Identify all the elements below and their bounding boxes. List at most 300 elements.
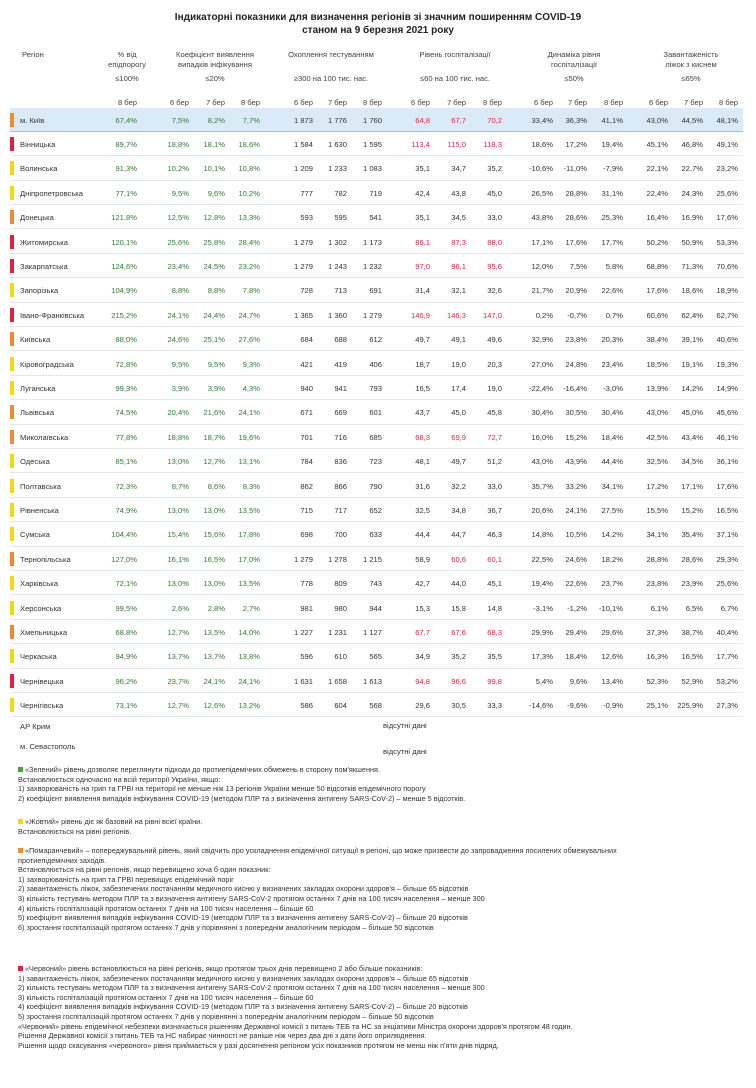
epi-threshold-cell: 89,7%	[115, 139, 137, 149]
hospitalization-dynamics-cell: -14,6%	[528, 701, 553, 711]
date-header: 6 бер	[169, 98, 189, 107]
hospitalization-cell: 64,8	[415, 115, 430, 125]
table-row	[10, 303, 743, 327]
testing-coverage-cell: 790	[369, 481, 382, 491]
hospitalization-cell: 44,7	[451, 530, 466, 540]
epi-threshold-cell: 96,2%	[115, 676, 137, 686]
legend-line: «Помаранчевий» – попереджувальний рівень, який свідчить про ускладнення епідемічної ситуації в регіоні, що може призвести до запровадження посилених обмежувальних	[18, 846, 738, 856]
hospitalization-dynamics-cell: -22,4%	[528, 383, 553, 393]
oxygen-beds-cell: 52,9%	[681, 676, 703, 686]
table-row	[10, 669, 743, 693]
hospitalization-dynamics-cell: 18,6%	[531, 139, 553, 149]
oxygen-beds-cell: 17,6%	[716, 481, 738, 491]
epi-threshold-cell: 104,9%	[111, 286, 137, 296]
table-row	[10, 693, 743, 717]
hospitalization-dynamics-cell: 7,5%	[569, 261, 587, 271]
detection-rate-cell: 2,6%	[171, 603, 189, 613]
hospitalization-cell: 15,3	[415, 603, 430, 613]
hospitalization-cell: 20,3	[487, 359, 502, 369]
hospitalization-dynamics-cell: 25,3%	[601, 213, 623, 223]
oxygen-beds-cell: 6,5%	[685, 603, 703, 613]
hospitalization-cell: 42,7	[415, 579, 430, 589]
hospitalization-dynamics-cell: 22,6%	[601, 286, 623, 296]
oxygen-beds-cell: 49,1%	[716, 139, 738, 149]
oxygen-beds-cell: 25,6%	[716, 579, 738, 589]
epi-threshold-cell: 94,9%	[115, 652, 137, 662]
hospitalization-cell: 35,5	[487, 652, 502, 662]
region-name: Полтавська	[20, 481, 61, 491]
testing-coverage-cell: 980	[334, 603, 347, 613]
testing-coverage-cell: 685	[369, 432, 382, 442]
header-epi-3: ≤100%	[115, 74, 139, 83]
oxygen-beds-cell: 53,3%	[716, 237, 738, 247]
epi-threshold-cell: 72,1%	[115, 579, 137, 589]
hospitalization-dynamics-cell: 18,4%	[601, 432, 623, 442]
oxygen-beds-cell: 68,8%	[646, 261, 668, 271]
oxygen-beds-cell: 14,9%	[716, 383, 738, 393]
hospitalization-dynamics-cell: 27,5%	[601, 505, 623, 515]
oxygen-beds-cell: 35,4%	[681, 530, 703, 540]
hospitalization-dynamics-cell: -0,7%	[567, 310, 587, 320]
testing-coverage-cell: 1 083	[362, 164, 382, 174]
testing-coverage-cell: 723	[369, 457, 382, 467]
header-dyn-2: госпіталізації	[550, 60, 597, 69]
hospitalization-cell: 60,1	[487, 554, 502, 564]
table-row	[10, 547, 743, 571]
date-header: 7 бер	[327, 98, 347, 107]
hospitalization-dynamics-cell: -9,6%	[567, 701, 587, 711]
region-name: Чернівецька	[20, 676, 64, 686]
detection-rate-cell: 7,7%	[242, 115, 260, 125]
testing-coverage-cell: 728	[300, 286, 313, 296]
hospitalization-cell: 147,0	[482, 310, 502, 320]
date-header: 6 бер	[648, 98, 668, 107]
testing-coverage-cell: 1 279	[293, 261, 313, 271]
detection-rate-cell: 23,2%	[238, 261, 260, 271]
testing-coverage-cell: 701	[300, 432, 313, 442]
header-coef-3: ≤20%	[205, 74, 225, 83]
header-region: Регіон	[22, 50, 44, 59]
oxygen-beds-cell: 14,2%	[681, 383, 703, 393]
hospitalization-cell: 146,9	[410, 310, 430, 320]
testing-coverage-cell: 1 365	[293, 310, 313, 320]
hospitalization-cell: 70,2	[487, 115, 502, 125]
detection-rate-cell: 13,0%	[167, 457, 189, 467]
detection-rate-cell: 25,8%	[203, 237, 225, 247]
hospitalization-cell: 49,7	[415, 335, 430, 345]
testing-coverage-cell: 633	[369, 530, 382, 540]
detection-rate-cell: 10,2%	[238, 188, 260, 198]
testing-coverage-cell: 1 231	[327, 627, 347, 637]
legend-line: 3) кількість тестувань методом ПЛР та з визначення антигену SARS-CoV-2 протягом останніх 7 днів на 100 тисяч населення – менше 300	[18, 893, 485, 903]
detection-rate-cell: 7,8%	[242, 286, 260, 296]
hospitalization-dynamics-cell: 33,2%	[565, 481, 587, 491]
level-marker-icon	[10, 698, 14, 712]
detection-rate-cell: 9,3%	[242, 359, 260, 369]
region-name: Львівська	[20, 408, 55, 418]
detection-rate-cell: 13,0%	[167, 579, 189, 589]
detection-rate-cell: 13,1%	[238, 457, 260, 467]
legend-line: «Червоний» рівень встановлюється на рівні регіонів, якщо протягом трьох днів перевищено 2 або більше показників:	[18, 964, 738, 974]
testing-coverage-cell: 421	[300, 359, 313, 369]
oxygen-beds-cell: 28,6%	[681, 554, 703, 564]
hospitalization-dynamics-cell: 27,0%	[531, 359, 553, 369]
table-row	[10, 474, 743, 498]
oxygen-beds-cell: 17,2%	[646, 481, 668, 491]
testing-coverage-cell: 1 279	[362, 310, 382, 320]
oxygen-beds-cell: 52,3%	[646, 676, 668, 686]
date-header: 8 бер	[603, 98, 623, 107]
hospitalization-cell: 68,3	[487, 627, 502, 637]
detection-rate-cell: 24,1%	[167, 310, 189, 320]
epi-threshold-cell: 215,2%	[111, 310, 137, 320]
hospitalization-cell: 49,1	[451, 335, 466, 345]
oxygen-beds-cell: 38,7%	[681, 627, 703, 637]
hospitalization-dynamics-cell: 41,1%	[601, 115, 623, 125]
hospitalization-cell: 32,2	[451, 481, 466, 491]
epi-threshold-cell: 68,8%	[115, 627, 137, 637]
detection-rate-cell: 24,1%	[238, 408, 260, 418]
testing-coverage-cell: 1 760	[362, 115, 382, 125]
legend-line: Встановлюється на рівні регіонів.	[18, 826, 132, 836]
oxygen-beds-cell: 43,0%	[646, 115, 668, 125]
epi-threshold-cell: 73,1%	[115, 701, 137, 711]
testing-coverage-cell: 743	[369, 579, 382, 589]
hospitalization-cell: 18,7	[415, 359, 430, 369]
region-name: Тернопільська	[20, 554, 71, 564]
header-dyn-1: Динаміка рівня	[547, 50, 601, 59]
hospitalization-dynamics-cell: 35,7%	[531, 481, 553, 491]
hospitalization-cell: 97,0	[415, 261, 430, 271]
epi-threshold-cell: 121,8%	[111, 213, 137, 223]
region-name: м. Київ	[20, 115, 45, 125]
header-test-3: ≥300 на 100 тис. нас.	[293, 74, 369, 83]
testing-coverage-cell: 612	[369, 335, 382, 345]
level-marker-icon	[10, 161, 14, 175]
oxygen-beds-cell: 53,2%	[716, 676, 738, 686]
level-marker-icon	[10, 527, 14, 541]
detection-rate-cell: 3,9%	[207, 383, 225, 393]
oxygen-beds-cell: 36,1%	[716, 457, 738, 467]
detection-rate-cell: 10,1%	[203, 164, 225, 174]
legend-line: протиепідемічних заходів.	[18, 855, 107, 865]
hospitalization-dynamics-cell: 0,2%	[535, 310, 553, 320]
hospitalization-cell: 86,1	[415, 237, 430, 247]
hospitalization-cell: 30,5	[451, 701, 466, 711]
detection-rate-cell: 13,0%	[203, 579, 225, 589]
table-row	[10, 522, 743, 546]
testing-coverage-cell: 1 227	[293, 627, 313, 637]
testing-coverage-cell: 596	[300, 652, 313, 662]
epi-threshold-cell: 88,0%	[115, 335, 137, 345]
oxygen-beds-cell: 42,5%	[646, 432, 668, 442]
hospitalization-dynamics-cell: 17,3%	[531, 652, 553, 662]
detection-rate-cell: 12,7%	[167, 701, 189, 711]
hospitalization-cell: 45,0	[451, 408, 466, 418]
testing-coverage-cell: 1 630	[327, 139, 347, 149]
oxygen-beds-cell: 6,7%	[720, 603, 738, 613]
hospitalization-cell: 94,8	[415, 676, 430, 686]
table-row	[10, 254, 743, 278]
hospitalization-cell: 16,5	[415, 383, 430, 393]
hospitalization-dynamics-cell: 22,5%	[531, 554, 553, 564]
hospitalization-cell: 34,5	[451, 213, 466, 223]
testing-coverage-cell: 565	[369, 652, 382, 662]
hospitalization-cell: 19,0	[487, 383, 502, 393]
hospitalization-dynamics-cell: 26,5%	[531, 188, 553, 198]
testing-coverage-cell: 866	[334, 481, 347, 491]
oxygen-beds-cell: 38,4%	[646, 335, 668, 345]
detection-rate-cell: 28,4%	[238, 237, 260, 247]
detection-rate-cell: 15,6%	[203, 530, 225, 540]
hospitalization-cell: 58,9	[415, 554, 430, 564]
oxygen-beds-cell: 17,6%	[646, 286, 668, 296]
level-marker-icon	[10, 649, 14, 663]
hospitalization-dynamics-cell: -10,6%	[528, 164, 553, 174]
epi-threshold-cell: 85,1%	[115, 457, 137, 467]
oxygen-beds-cell: 28,8%	[646, 554, 668, 564]
header-test-1: Охоплення тестуванням	[288, 50, 374, 59]
testing-coverage-cell: 981	[300, 603, 313, 613]
oxygen-beds-cell: 44,5%	[681, 115, 703, 125]
oxygen-beds-cell: 43,0%	[646, 408, 668, 418]
hospitalization-dynamics-cell: 22,6%	[565, 579, 587, 589]
detection-rate-cell: 9,5%	[207, 359, 225, 369]
oxygen-beds-cell: 45,0%	[681, 408, 703, 418]
date-header: 6 бер	[533, 98, 553, 107]
hospitalization-dynamics-cell: 24,1%	[565, 505, 587, 515]
detection-rate-cell: 8,8%	[171, 286, 189, 296]
table-row	[10, 400, 743, 424]
testing-coverage-cell: 1 243	[327, 261, 347, 271]
testing-coverage-cell: 1 279	[293, 237, 313, 247]
table-row	[10, 644, 743, 668]
legend-line: 1) захворюваність на грип та ГРВІ перевищує епідемічний поріг	[18, 874, 234, 884]
oxygen-beds-cell: 23,8%	[646, 579, 668, 589]
hospitalization-dynamics-cell: 0,7%	[605, 310, 623, 320]
yellow-square-icon	[18, 819, 23, 824]
hospitalization-dynamics-cell: 19,4%	[531, 579, 553, 589]
epi-threshold-cell: 67,4%	[115, 115, 137, 125]
detection-rate-cell: 16,5%	[203, 554, 225, 564]
oxygen-beds-cell: 15,5%	[646, 505, 668, 515]
missing-region-name: АР Крим	[20, 722, 51, 731]
table-row	[10, 449, 743, 473]
oxygen-beds-cell: 25,6%	[716, 188, 738, 198]
green-square-icon	[18, 767, 23, 772]
detection-rate-cell: 18,8%	[167, 432, 189, 442]
detection-rate-cell: 18,1%	[203, 139, 225, 149]
hospitalization-cell: 96,1	[451, 261, 466, 271]
hospitalization-dynamics-cell: 14,8%	[531, 530, 553, 540]
hospitalization-dynamics-cell: 16,0%	[531, 432, 553, 442]
hospitalization-dynamics-cell: 24,6%	[565, 554, 587, 564]
oxygen-beds-cell: 17,6%	[716, 213, 738, 223]
detection-rate-cell: 3,9%	[171, 383, 189, 393]
oxygen-beds-cell: 62,4%	[681, 310, 703, 320]
detection-rate-cell: 10,8%	[238, 164, 260, 174]
date-header: 7 бер	[205, 98, 225, 107]
hospitalization-cell: 67,7	[451, 115, 466, 125]
region-name: Івано-Франківська	[20, 310, 85, 320]
hospitalization-dynamics-cell: 32,9%	[531, 335, 553, 345]
testing-coverage-cell: 1 127	[362, 627, 382, 637]
detection-rate-cell: 13,7%	[203, 652, 225, 662]
oxygen-beds-cell: 37,3%	[646, 627, 668, 637]
oxygen-beds-cell: 16,9%	[681, 213, 703, 223]
legend-line: 2) кількість тестувань методом ПЛР та з визначення антигену SARS-CoV-2 протягом останніх 7 днів на 100 тисяч населення – менше 300	[18, 983, 485, 993]
testing-coverage-cell: 541	[369, 213, 382, 223]
hospitalization-cell: 67,6	[451, 627, 466, 637]
detection-rate-cell: 17,8%	[238, 530, 260, 540]
testing-coverage-cell: 419	[334, 359, 347, 369]
hospitalization-dynamics-cell: 20,6%	[531, 505, 553, 515]
testing-coverage-cell: 406	[369, 359, 382, 369]
detection-rate-cell: 12,5%	[167, 213, 189, 223]
hospitalization-cell: 34,9	[415, 652, 430, 662]
region-name: Кіровоградська	[20, 359, 74, 369]
testing-coverage-cell: 782	[334, 188, 347, 198]
hospitalization-dynamics-cell: 21,7%	[531, 286, 553, 296]
level-marker-icon	[10, 430, 14, 444]
hospitalization-dynamics-cell: -3,0%	[603, 383, 623, 393]
oxygen-beds-cell: 71,3%	[681, 261, 703, 271]
hospitalization-dynamics-cell: 17,2%	[565, 139, 587, 149]
testing-coverage-cell: 777	[300, 188, 313, 198]
testing-coverage-cell: 1 873	[293, 115, 313, 125]
oxygen-beds-cell: 45,6%	[716, 408, 738, 418]
epi-threshold-cell: 77,8%	[115, 432, 137, 442]
region-name: Одеська	[20, 457, 50, 467]
hospitalization-dynamics-cell: 20,3%	[601, 335, 623, 345]
testing-coverage-cell: 595	[334, 213, 347, 223]
hospitalization-cell: 69,9	[451, 432, 466, 442]
legend-line: Встановлюється на рівні регіонів, якщо перевищено хоча б один показник:	[18, 865, 271, 875]
oxygen-beds-cell: 32,5%	[646, 457, 668, 467]
hospitalization-cell: 34,8	[451, 505, 466, 515]
hospitalization-dynamics-cell: 29,6%	[601, 627, 623, 637]
testing-coverage-cell: 698	[300, 530, 313, 540]
legend-line: 4) кількість госпіталізацій протягом останніх 7 днів на 100 тисяч населення – більше 60	[18, 903, 314, 913]
hospitalization-dynamics-cell: 43,0%	[531, 457, 553, 467]
hospitalization-dynamics-cell: 12,0%	[531, 261, 553, 271]
detection-rate-cell: 24,7%	[238, 310, 260, 320]
oxygen-beds-cell: 19,1%	[681, 359, 703, 369]
detection-rate-cell: 7,5%	[171, 115, 189, 125]
detection-rate-cell: 13,5%	[238, 579, 260, 589]
level-marker-icon	[10, 113, 14, 127]
epi-threshold-cell: 91,3%	[115, 164, 137, 174]
hospitalization-dynamics-cell: 36,3%	[565, 115, 587, 125]
oxygen-beds-cell: 34,1%	[646, 530, 668, 540]
detection-rate-cell: 13,5%	[238, 505, 260, 515]
hospitalization-cell: 48,1	[415, 457, 430, 467]
detection-rate-cell: 16,1%	[167, 554, 189, 564]
region-name: Київська	[20, 335, 51, 345]
hospitalization-cell: 35,2	[451, 652, 466, 662]
hospitalization-cell: 87,3	[451, 237, 466, 247]
testing-coverage-cell: 652	[369, 505, 382, 515]
detection-rate-cell: 14,0%	[238, 627, 260, 637]
oxygen-beds-cell: 19,3%	[716, 359, 738, 369]
hospitalization-cell: 15,8	[451, 603, 466, 613]
oxygen-beds-cell: 225,9%	[677, 701, 703, 711]
oxygen-beds-cell: 17,7%	[716, 652, 738, 662]
missing-data-note: відсутні дані	[383, 721, 427, 730]
hospitalization-cell: 35,1	[415, 213, 430, 223]
region-name: Волинська	[20, 164, 58, 174]
hospitalization-dynamics-cell: 29,4%	[565, 627, 587, 637]
hospitalization-cell: 35,2	[487, 164, 502, 174]
testing-coverage-cell: 809	[334, 579, 347, 589]
level-marker-icon	[10, 625, 14, 639]
detection-rate-cell: 13,2%	[238, 701, 260, 711]
oxygen-beds-cell: 6,1%	[650, 603, 668, 613]
detection-rate-cell: 20,4%	[167, 408, 189, 418]
hospitalization-dynamics-cell: 23,8%	[565, 335, 587, 345]
legend-line: 2) коефіцієнт виявлення випадків інфікування COVID-19 (методом ПЛР та з визначення антигену SARS-CoV-2) – менше 5 відсотків.	[18, 793, 466, 803]
detection-rate-cell: 17,0%	[238, 554, 260, 564]
level-marker-icon	[10, 503, 14, 517]
header-epi-1: % від	[117, 50, 137, 59]
oxygen-beds-cell: 43,4%	[681, 432, 703, 442]
table-row	[10, 376, 743, 400]
legend-line: Рішення щодо скасування «червоного» рівня приймається у разі досягнення регіоном усіх показників протягом не менш ніж п'яти днів підряд.	[18, 1040, 499, 1050]
testing-coverage-cell: 691	[369, 286, 382, 296]
testing-coverage-cell: 713	[334, 286, 347, 296]
missing-data-note: відсутні дані	[383, 747, 427, 756]
hospitalization-dynamics-cell: 5,8%	[605, 261, 623, 271]
hospitalization-dynamics-cell: 17,7%	[601, 237, 623, 247]
hospitalization-cell: 115,0	[447, 139, 466, 149]
hospitalization-cell: 14,8	[487, 603, 502, 613]
testing-coverage-cell: 716	[334, 432, 347, 442]
oxygen-beds-cell: 40,4%	[716, 627, 738, 637]
testing-coverage-cell: 1 233	[327, 164, 347, 174]
table-row	[10, 327, 743, 351]
hospitalization-dynamics-cell: 20,9%	[565, 286, 587, 296]
hospitalization-dynamics-cell: 43,8%	[531, 213, 553, 223]
hospitalization-cell: 51,2	[487, 457, 502, 467]
detection-rate-cell: 23,7%	[167, 676, 189, 686]
hospitalization-cell: 35,1	[415, 164, 430, 174]
testing-coverage-cell: 586	[300, 701, 313, 711]
table-row	[10, 205, 743, 229]
epi-threshold-cell: 99,5%	[115, 603, 137, 613]
region-name: Черкаська	[20, 652, 57, 662]
detection-rate-cell: 13,3%	[238, 213, 260, 223]
hospitalization-cell: 19,0	[451, 359, 466, 369]
legend-line: 6) зростання госпіталізацій протягом останніх 7 днів у порівнянні з попереднім аналогічним періодом – більше 50 відсотків	[18, 922, 434, 932]
missing-region-name: м. Севастополь	[20, 742, 76, 751]
table-row	[10, 596, 743, 620]
level-marker-icon	[10, 283, 14, 297]
region-name: Донецька	[20, 213, 54, 223]
region-name: Хмельницька	[20, 627, 68, 637]
detection-rate-cell: 19,6%	[238, 432, 260, 442]
detection-rate-cell: 12,6%	[203, 701, 225, 711]
testing-coverage-cell: 601	[369, 408, 382, 418]
testing-coverage-cell: 1 232	[362, 261, 382, 271]
hospitalization-cell: 49,6	[487, 335, 502, 345]
table-row	[10, 498, 743, 522]
testing-coverage-cell: 688	[334, 335, 347, 345]
testing-coverage-cell: 1 595	[362, 139, 382, 149]
region-name: Чернігівська	[20, 701, 64, 711]
level-marker-icon	[10, 576, 14, 590]
legend-line: «Зелений» рівень дозволяє переглянути підходи до протиепідемічних обмежень в сторону пом'якшення.	[18, 765, 738, 775]
detection-rate-cell: 8,8%	[207, 286, 225, 296]
